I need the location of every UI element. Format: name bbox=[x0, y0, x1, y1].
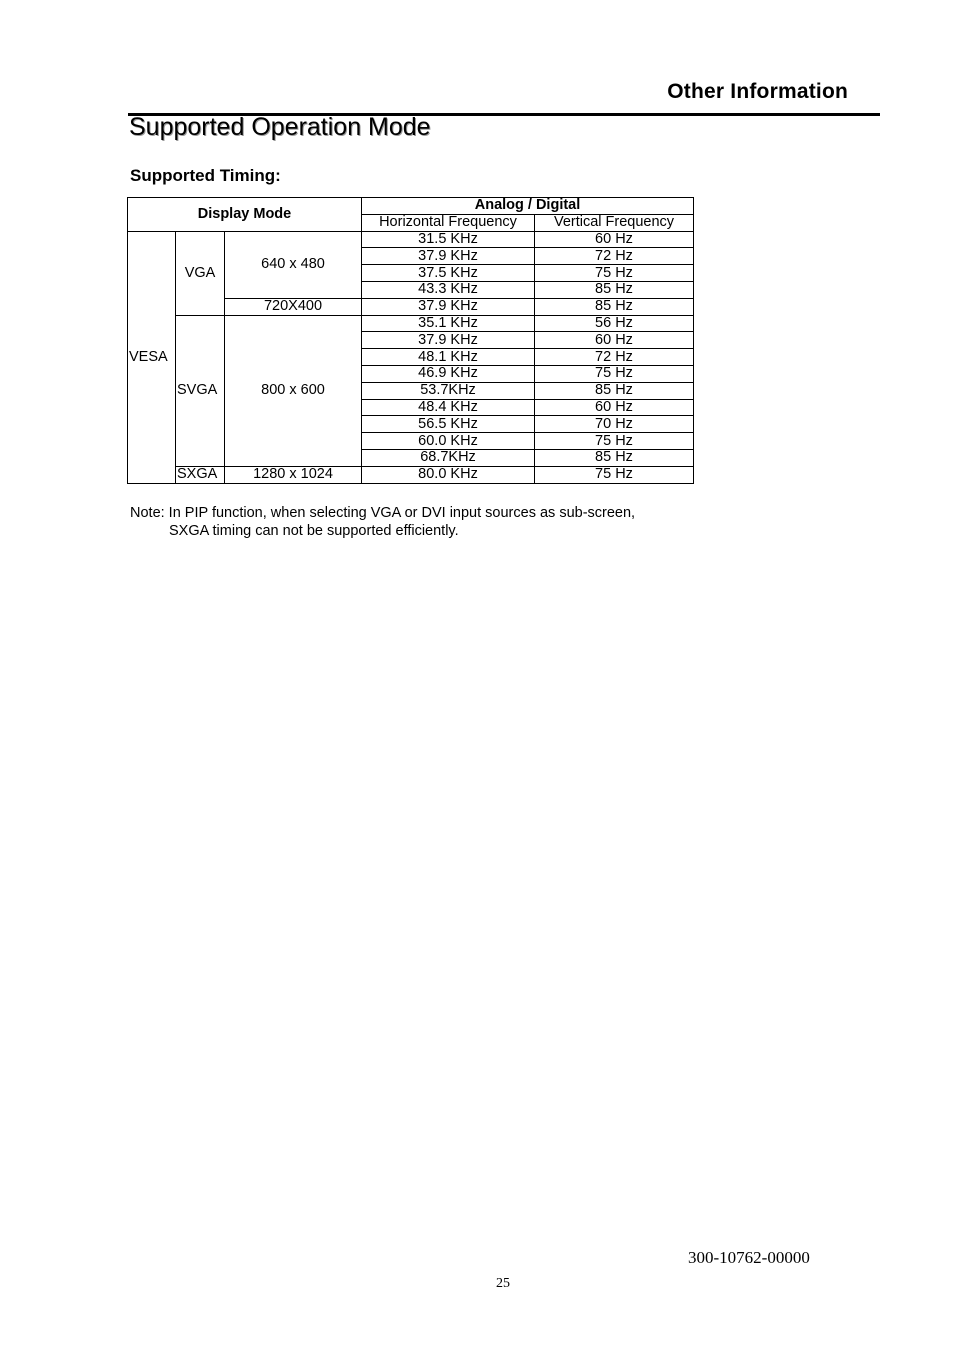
hfreq-cell: 35.1 KHz bbox=[362, 315, 535, 332]
horizontal-frequency-header: Horizontal Frequency bbox=[362, 214, 535, 231]
table-header-row bbox=[128, 198, 694, 215]
vfreq-cell: 72 Hz bbox=[535, 248, 694, 265]
display-mode-header: Display Mode bbox=[128, 198, 362, 232]
vfreq-cell: 75 Hz bbox=[535, 433, 694, 450]
page-number: 25 bbox=[496, 1276, 510, 1291]
resolution-cell: 640 x 480 bbox=[225, 231, 362, 298]
hfreq-cell: 46.9 KHz bbox=[362, 365, 535, 382]
note-text bbox=[130, 504, 635, 540]
vfreq-cell: 75 Hz bbox=[535, 466, 694, 483]
vfreq-cell: 85 Hz bbox=[535, 382, 694, 399]
resolution-cell: 1280 x 1024 bbox=[225, 466, 362, 483]
hfreq-cell: 37.9 KHz bbox=[362, 332, 535, 349]
vfreq-cell: 56 Hz bbox=[535, 315, 694, 332]
hfreq-cell: 48.1 KHz bbox=[362, 349, 535, 366]
vfreq-cell: 60 Hz bbox=[535, 332, 694, 349]
hfreq-cell: 56.5 KHz bbox=[362, 416, 535, 433]
vfreq-cell: 60 Hz bbox=[535, 231, 694, 248]
resolution-cell: 720X400 bbox=[225, 298, 362, 315]
hfreq-cell: 48.4 KHz bbox=[362, 399, 535, 416]
hfreq-cell: 80.0 KHz bbox=[362, 466, 535, 483]
hfreq-cell: 31.5 KHz bbox=[362, 231, 535, 248]
page-title: Supported Operation Mode bbox=[129, 113, 431, 141]
table-row bbox=[128, 315, 694, 332]
vfreq-cell: 72 Hz bbox=[535, 349, 694, 366]
mode-cell-svga: SVGA bbox=[176, 315, 225, 466]
vfreq-cell: 85 Hz bbox=[535, 449, 694, 466]
hfreq-cell: 43.3 KHz bbox=[362, 281, 535, 298]
note-line-1: Note: In PIP function, when selecting VGA or DVI input sources as sub-screen, bbox=[130, 505, 636, 521]
vfreq-cell: 85 Hz bbox=[535, 281, 694, 298]
hfreq-cell: 53.7KHz bbox=[362, 382, 535, 399]
vfreq-cell: 60 Hz bbox=[535, 399, 694, 416]
section-title: Other Information bbox=[667, 80, 848, 103]
vfreq-cell: 75 Hz bbox=[535, 365, 694, 382]
note-line-2: SXGA timing can not be supported efficiently. bbox=[169, 523, 459, 539]
hfreq-cell: 37.9 KHz bbox=[362, 298, 535, 315]
supported-timing-table bbox=[127, 197, 694, 484]
document-number: 300-10762-00000 bbox=[688, 1248, 810, 1267]
vfreq-cell: 75 Hz bbox=[535, 265, 694, 282]
analog-digital-header: Analog / Digital bbox=[362, 198, 694, 215]
table-row bbox=[128, 231, 694, 248]
hfreq-cell: 60.0 KHz bbox=[362, 433, 535, 450]
hfreq-cell: 68.7KHz bbox=[362, 449, 535, 466]
mode-cell-sxga: SXGA bbox=[176, 466, 225, 483]
supported-timing-heading: Supported Timing: bbox=[130, 166, 281, 185]
hfreq-cell: 37.9 KHz bbox=[362, 248, 535, 265]
vfreq-cell: 85 Hz bbox=[535, 298, 694, 315]
hfreq-cell: 37.5 KHz bbox=[362, 265, 535, 282]
resolution-cell: 800 x 600 bbox=[225, 315, 362, 466]
vertical-frequency-header: Vertical Frequency bbox=[535, 214, 694, 231]
table-row bbox=[128, 466, 694, 483]
standard-cell: VESA bbox=[128, 231, 176, 483]
mode-cell-vga: VGA bbox=[176, 231, 225, 315]
vfreq-cell: 70 Hz bbox=[535, 416, 694, 433]
